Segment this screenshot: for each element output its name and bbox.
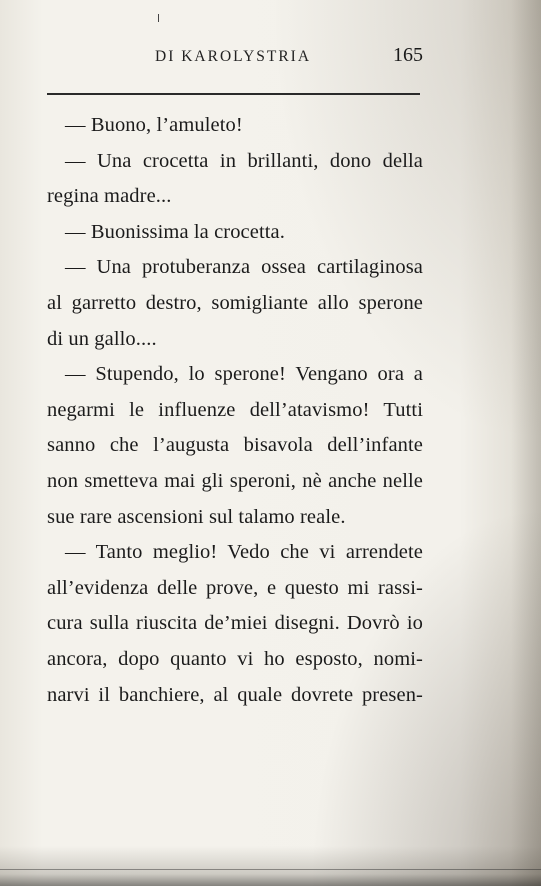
text-line: al garretto destro, somigliante allo sperone	[47, 291, 423, 314]
text-line: — Buonissima la crocetta.	[65, 220, 285, 243]
text-line: — Buono, l’amuleto!	[65, 114, 243, 136]
text-line: — Una protuberanza ossea cartilaginosa	[65, 256, 423, 279]
text-line: regina madre...	[47, 185, 172, 208]
print-mark	[158, 14, 159, 22]
text-line: — Tanto meglio! Vedo che vi arrendete	[65, 541, 423, 564]
running-head: DI KAROLYSTRIA	[155, 48, 312, 65]
text-line: cura sulla riuscita de’miei disegni. Dovrò io	[47, 612, 423, 635]
text-line: all’evidenza delle prove, e questo mi rassi-	[47, 576, 423, 599]
text-line: negarmi le influenze dell’atavismo! Tutti	[47, 398, 423, 421]
header-rule	[47, 93, 420, 95]
page-bottom-line	[0, 869, 541, 870]
page-bottom-edge	[0, 846, 541, 886]
text-line: sue rare ascensioni sul talamo reale.	[47, 505, 346, 528]
text-line: narvi il banchiere, al quale dovrete presen-	[47, 683, 423, 706]
body-text	[47, 108, 423, 713]
text-line: — Una crocetta in brillanti, dono della	[65, 149, 423, 172]
text-line: — Stupendo, lo sperone! Vengano ora a	[65, 363, 423, 386]
page-number: 165	[393, 44, 423, 66]
text-line: ancora, dopo quanto vi ho esposto, nomi-	[47, 647, 423, 670]
page-edge-shadow	[511, 0, 541, 886]
text-line: non smetteva mai gli speroni, nè anche nelle	[47, 469, 423, 492]
text-line: sanno che l’augusta bisavola dell’infante	[47, 434, 423, 457]
text-line: di un gallo....	[47, 327, 157, 350]
